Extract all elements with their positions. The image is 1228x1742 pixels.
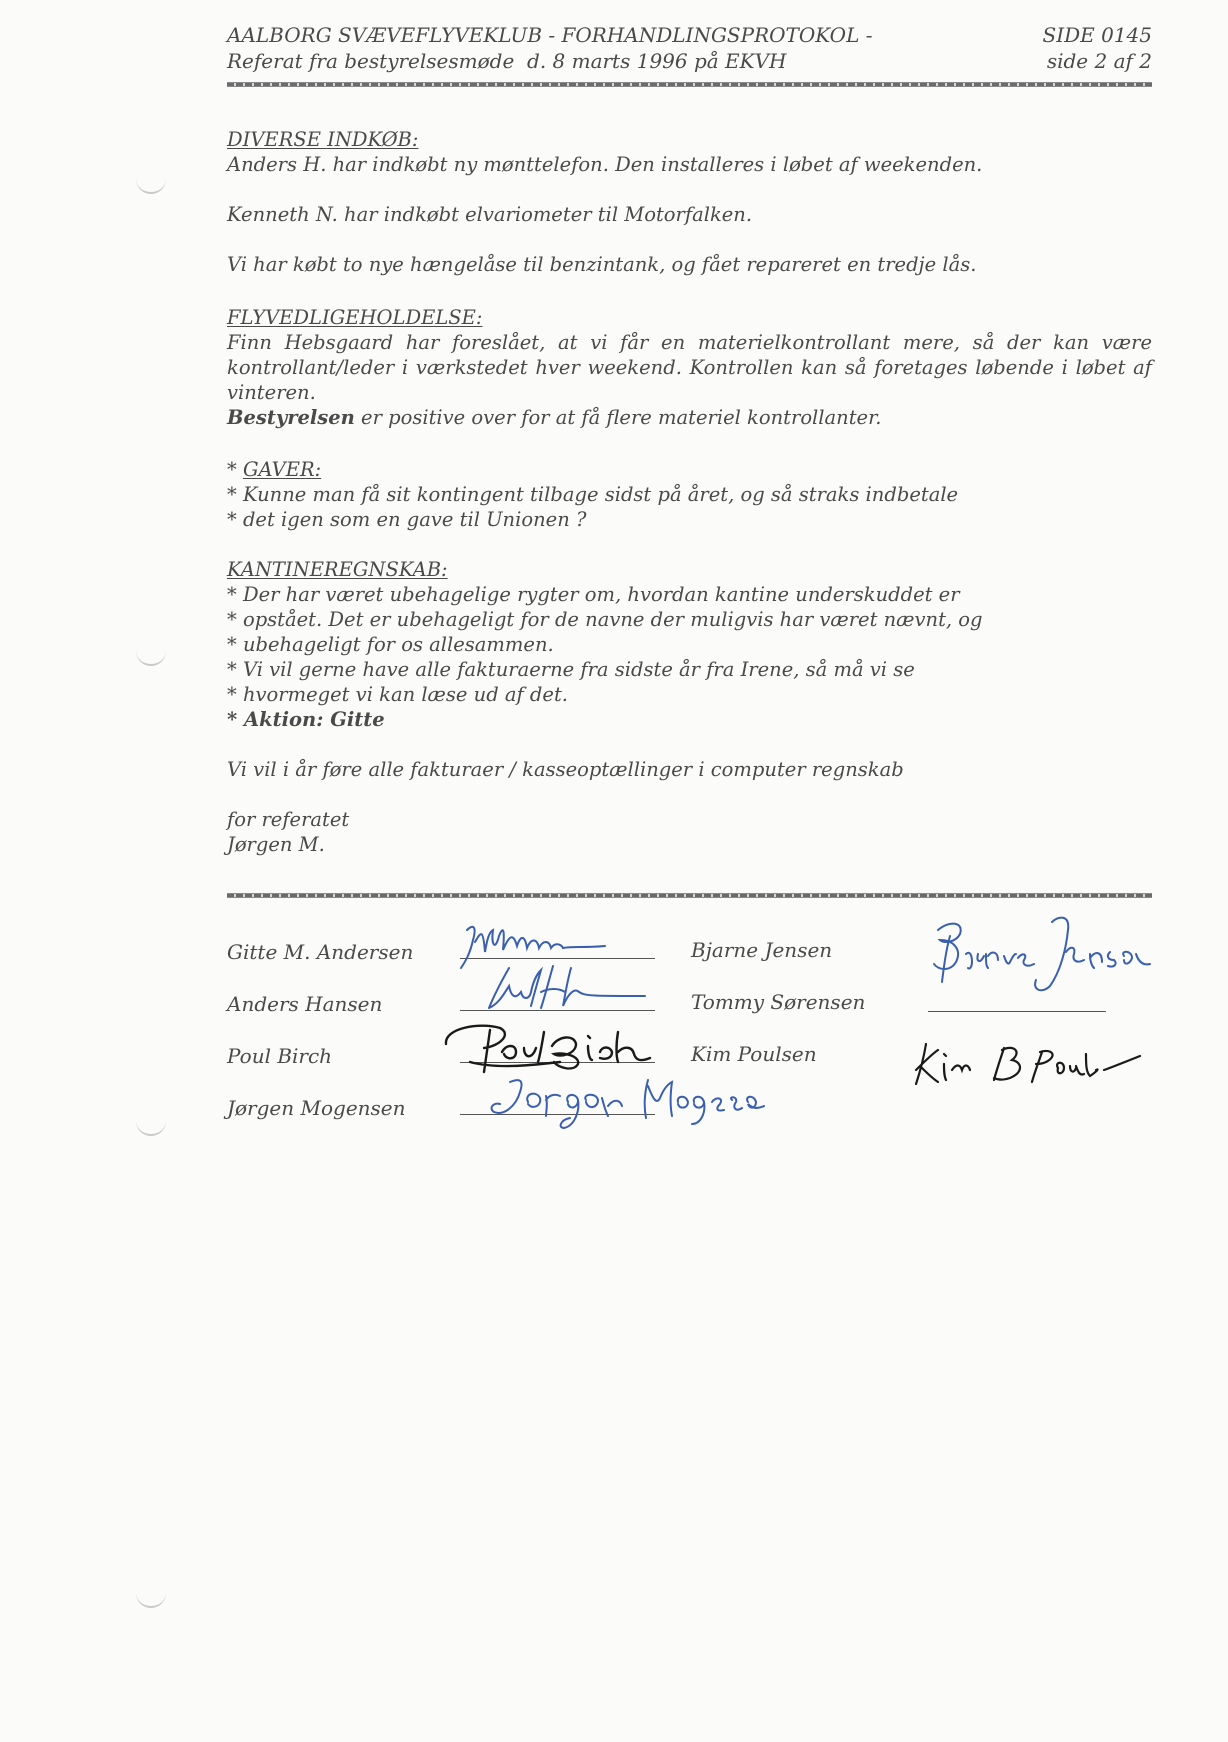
signatory-name: Kim Poulsen xyxy=(691,1042,817,1066)
text-line: * Kunne man få sit kontingent tilbage sidst på året, og så straks indbetale xyxy=(227,483,959,506)
section-heading-row xyxy=(227,457,1152,482)
handwritten-signature-jorgen xyxy=(480,1072,780,1132)
header-page-of: side 2 af 2 xyxy=(1046,49,1152,73)
section-diverse xyxy=(227,127,1152,277)
bold-word: Bestyrelsen xyxy=(227,406,355,429)
text-line: * Der har været ubehagelige rygter om, hvordan kantine underskuddet er xyxy=(227,583,960,606)
section-heading: GAVER: xyxy=(242,458,322,481)
text-line: * opstået. Det er ubehageligt for de navne der muligvis har været nævnt, og xyxy=(227,608,983,631)
section-heading: DIVERSE INDKØB: xyxy=(227,128,419,151)
signatory-name: Poul Birch xyxy=(227,1044,333,1068)
header-subtitle: Referat fra bestyrelsesmøde d. 8 marts 1996 på EKVH xyxy=(227,49,787,73)
signature-divider xyxy=(227,893,1152,898)
signatory-name: Anders Hansen xyxy=(227,992,383,1016)
signatory-name: Tommy Sørensen xyxy=(691,990,866,1014)
text-line: * det igen som en gave til Unionen ? xyxy=(227,508,587,531)
text-line: Vi har købt to nye hængelåse til benzintank, og fået repareret en tredje lås. xyxy=(227,253,977,276)
section-gaver xyxy=(227,457,1152,532)
section-kantineregnskab xyxy=(227,557,1152,857)
text-line: Kenneth N. har indkøbt elvariometer til Motorfalken. xyxy=(227,203,753,226)
closing-name: Jørgen M. xyxy=(227,833,325,856)
text-paragraph: Finn Hebsgaard har foreslået, at vi får en materielkontrollant mere, så der kan være kontrollant/leder i værkstedet hver weekend. Kontrollen kan så foretages løbende i løbet af vinteren. xyxy=(227,331,1152,404)
text-line xyxy=(227,405,1152,430)
signatory-name: Bjarne Jensen xyxy=(691,938,833,962)
text-line: Vi vil i år føre alle fakturaer / kasseoptællinger i computer regnskab xyxy=(227,758,904,781)
bullet-prefix: * xyxy=(227,458,243,481)
text-line: * hvormeget vi kan læse ud af det. xyxy=(227,683,568,706)
header-divider xyxy=(227,82,1152,87)
signatory-name: Jørgen Mogensen xyxy=(227,1096,406,1120)
section-heading: FLYVEDLIGEHOLDELSE: xyxy=(227,306,483,329)
punch-hole-mark xyxy=(136,178,166,194)
header-title: AALBORG SVÆVEFLYVEKLUB - FORHANDLINGSPROTOKOL - xyxy=(227,23,873,47)
handwritten-signature-poul xyxy=(440,1018,675,1078)
page-header xyxy=(227,22,1152,74)
text-line: * Aktion: Gitte xyxy=(227,708,385,731)
punch-hole-mark xyxy=(136,1120,166,1136)
punch-hole-mark xyxy=(136,1592,166,1608)
text-line: Anders H. har indkøbt ny mønttelefon. Den installeres i løbet af weekenden. xyxy=(227,153,983,176)
closing-line: for referatet xyxy=(227,808,350,831)
handwritten-signature-kim xyxy=(910,1038,1155,1088)
punch-hole-mark xyxy=(136,650,166,666)
section-heading: KANTINEREGNSKAB: xyxy=(227,558,448,581)
text-line: * ubehageligt for os allesammen. xyxy=(227,633,554,656)
handwritten-signature-anders xyxy=(475,962,665,1014)
header-page-code: SIDE 0145 xyxy=(1042,23,1152,47)
handwritten-signature-bjarne xyxy=(920,910,1160,1000)
text-line: * Vi vil gerne have alle fakturaerne fra sidste år fra Irene, så må vi se xyxy=(227,658,915,681)
signatory-name: Gitte M. Andersen xyxy=(227,940,414,964)
text-fragment: er positive over for at få flere materiel kontrollanter. xyxy=(354,406,882,429)
section-flyvedligeholdelse xyxy=(227,305,1152,430)
signature-line xyxy=(928,1011,1106,1012)
